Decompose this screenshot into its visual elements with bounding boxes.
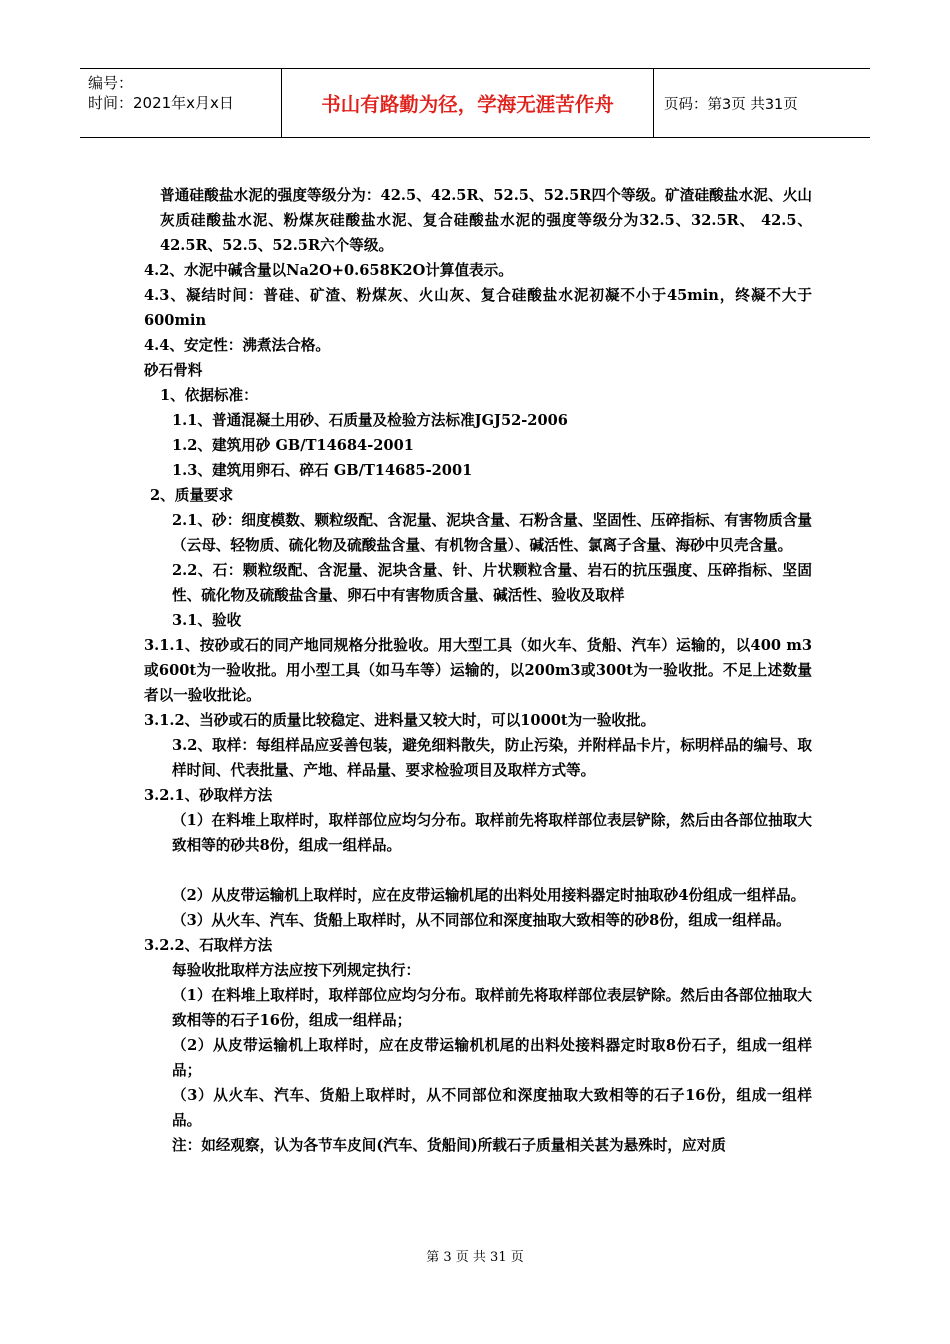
blank-line — [144, 858, 812, 883]
paragraph: 2.2、石：颗粒级配、含泥量、泥块含量、针、片状颗粒含量、岩石的抗压强度、压碎指标、坚固性、硫化物及硫酸盐含量、卵石中有害物质含量、碱活性、验收及取样 — [172, 562, 812, 604]
paragraph: 1.2、建筑用砂 GB/T14684-2001 — [172, 437, 414, 454]
document-header — [80, 68, 870, 138]
paragraph: 4.4、安定性：沸煮法合格。 — [144, 337, 330, 354]
header-page-label: 页码：第3页 共31页 — [664, 96, 798, 113]
paragraph: 3.1.1、按砂或石的同产地同规格分批验收。用大型工具（如火车、货船、汽车）运输的，以400 m3或600t为一验收批。用小型工具（如马车等）运输的，以200m3或300t为一验收批。不足上述数量者以一验收批论。 — [144, 637, 812, 704]
document-date-label: 时间：2021年x月x日 — [88, 94, 234, 112]
paragraph: （2）从皮带运输机上取样时，应在皮带运输机尾的出料处用接料器定时抽取砂4份组成一组样品。 — [172, 887, 806, 904]
paragraph: 2.1、砂：细度模数、颗粒级配、含泥量、泥块含量、石粉含量、坚固性、压碎指标、有害物质含量（云母、轻物质、硫化物及硫酸盐含量、有机物含量）、碱活性、氯离子含量、海砂中贝壳含量。 — [172, 512, 812, 554]
paragraph: 4.2、水泥中碱含量以Na2O+0.658K2O计算值表示。 — [144, 262, 513, 279]
paragraph: 3.1、验收 — [172, 612, 242, 629]
paragraph: （1）在料堆上取样时，取样部位应均匀分布。取样前先将取样部位表层铲除，然后由各部位抽取大致相等的砂共8份，组成一组样品。 — [172, 812, 812, 854]
document-number-label: 编号： — [88, 74, 134, 92]
paragraph: （3）从火车、汽车、货船上取样时，从不同部位和深度抽取大致相等的石子16份，组成一组样品。 — [172, 1087, 812, 1129]
paragraph: 注：如经观察，认为各节车皮间(汽车、货船间)所载石子质量相关甚为悬殊时，应对质 — [172, 1137, 726, 1154]
header-meta-cell — [80, 69, 282, 137]
paragraph: 2、质量要求 — [150, 487, 234, 504]
paragraph: 3.2.1、砂取样方法 — [144, 787, 273, 804]
paragraph: 3.2.2、石取样方法 — [144, 937, 273, 954]
header-motto: 书山有路勤为径，学海无涯苦作舟 — [282, 69, 654, 137]
paragraph: （2）从皮带运输机上取样时，应在皮带运输机机尾的出料处接料器定时取8份石子，组成一组样品； — [172, 1037, 812, 1079]
paragraph: 1、依据标准： — [160, 387, 258, 404]
paragraph: 1.1、普通混凝土用砂、石质量及检验方法标准JGJ52-2006 — [172, 412, 568, 429]
paragraph: （1）在料堆上取样时，取样部位应均匀分布。取样前先将取样部位表层铲除。然后由各部位抽取大致相等的石子16份，组成一组样品； — [172, 987, 812, 1029]
paragraph: （3）从火车、汽车、货船上取样时，从不同部位和深度抽取大致相等的砂8份，组成一组样品。 — [172, 912, 791, 929]
document-body — [144, 183, 812, 1158]
paragraph: 每验收批取样方法应按下列规定执行： — [172, 962, 421, 979]
paragraph: 4.3、凝结时间：普硅、矿渣、粉煤灰、火山灰、复合硅酸盐水泥初凝不小于45min，终凝不大于600min — [144, 287, 812, 329]
paragraph: 普通硅酸盐水泥的强度等级分为：42.5、42.5R、52.5、52.5R四个等级。矿渣硅酸盐水泥、火山灰质硅酸盐水泥、粉煤灰硅酸盐水泥、复合硅酸盐水泥的强度等级分为32.5、32.5R、 42.5、42.5R、52.5、52.5R六个等级。 — [160, 187, 812, 254]
paragraph: 3.2、取样：每组样品应妥善包装，避免细料散失，防止污染，并附样品卡片，标明样品的编号、取样时间、代表批量、产地、样品量、要求检验项目及取样方式等。 — [172, 737, 812, 779]
paragraph: 1.3、建筑用卵石、碎石 GB/T14685-2001 — [172, 462, 473, 479]
section-heading: 砂石骨料 — [144, 362, 203, 379]
paragraph: 3.1.2、当砂或石的质量比较稳定、进料量又较大时，可以1000t为一验收批。 — [144, 712, 656, 729]
page-footer: 第 3 页 共 31 页 — [426, 1250, 524, 1265]
